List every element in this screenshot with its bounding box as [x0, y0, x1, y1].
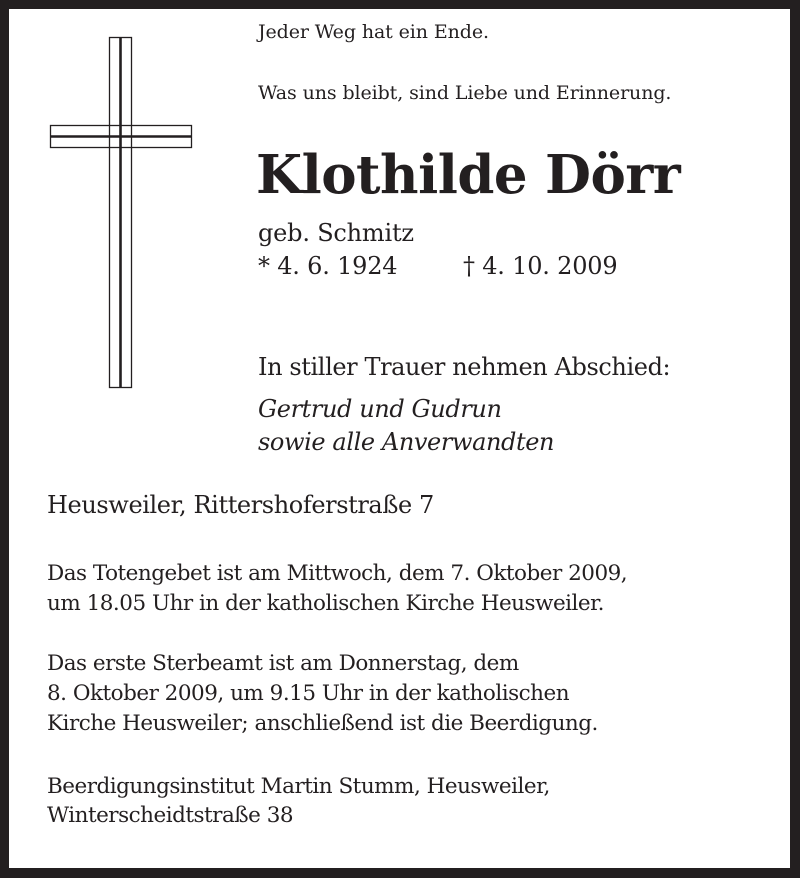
mourners-line-2: sowie alle Anverwandten: [258, 428, 555, 456]
requiem-line-1: Das erste Sterbeamt ist am Donnerstag, dem: [47, 651, 519, 676]
maiden-name: geb. Schmitz: [258, 219, 414, 247]
death-date: † 4. 10. 2009: [463, 252, 618, 280]
motto-line-2: Was uns bleibt, sind Liebe und Erinnerung.: [258, 82, 672, 104]
deceased-name: Klothilde Dörr: [256, 144, 681, 206]
mourners-line-1: Gertrud und Gudrun: [258, 395, 502, 423]
requiem-line-3: Kirche Heusweiler; anschließend ist die Beerdigung.: [47, 711, 598, 736]
funeral-home-line-2: Winterscheidtstraße 38: [47, 803, 294, 828]
family-address: Heusweiler, Rittershoferstraße 7: [47, 491, 434, 519]
requiem-line-2: 8. Oktober 2009, um 9.15 Uhr in der katholischen: [47, 681, 570, 706]
prayer-line-2: um 18.05 Uhr in der katholischen Kirche Heusweiler.: [47, 591, 604, 616]
birth-date: * 4. 6. 1924: [258, 252, 398, 280]
funeral-home-line-1: Beerdigungsinstitut Martin Stumm, Heusweiler,: [47, 774, 550, 799]
cross-icon: [9, 9, 209, 399]
motto-line-1: Jeder Weg hat ein Ende.: [258, 21, 489, 43]
prayer-line-1: Das Totengebet ist am Mittwoch, dem 7. Oktober 2009,: [47, 561, 628, 586]
mourners-intro: In stiller Trauer nehmen Abschied:: [258, 353, 671, 381]
obituary-notice: [9, 9, 790, 868]
